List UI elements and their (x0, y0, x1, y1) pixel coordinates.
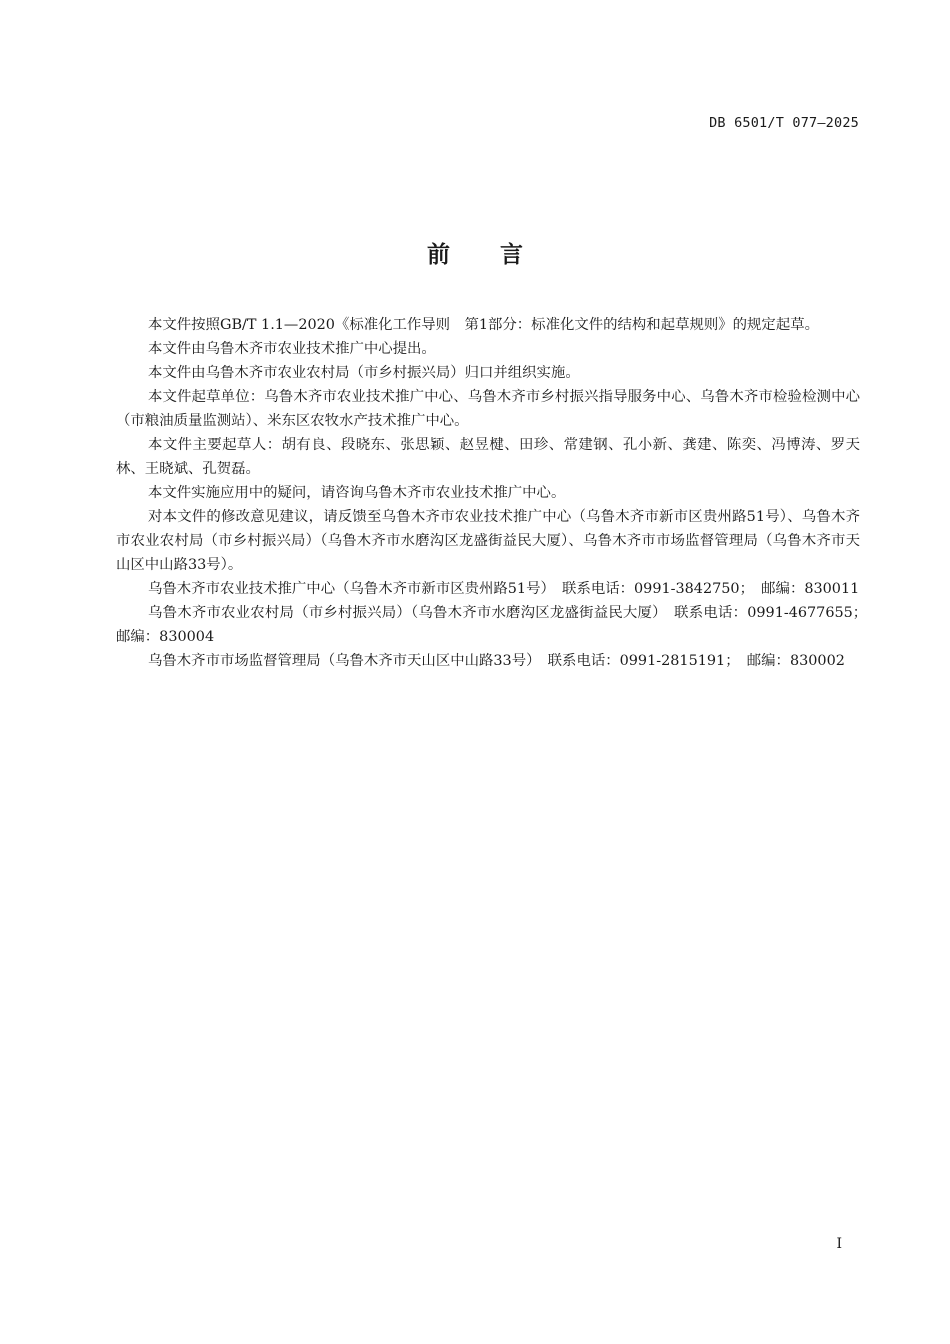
page-title: 前言 (427, 242, 573, 268)
paragraph-inquiries: 本文件实施应用中的疑问，请咨询乌鲁木齐市农业技术推广中心。 (148, 485, 566, 501)
page-number: I (836, 1236, 842, 1252)
paragraph-drafting-units: 本文件起草单位：乌鲁木齐市农业技术推广中心、乌鲁木齐市乡村振兴指导服务中心、乌鲁木齐市检验检测中心（市粮油质量监测站）、米东区农牧水产技术推广中心。 (116, 389, 860, 429)
paragraph-contact-market-supervision: 乌鲁木齐市市场监督管理局（乌鲁木齐市天山区中山路33号） 联系电话：0991-2815191； 邮编：830002 (148, 653, 845, 669)
paragraph-contact-agri-bureau: 乌鲁木齐市农业农村局（市乡村振兴局）（乌鲁木齐市水磨沟区龙盛街益民大厦） 联系电话：0991-4677655； 邮编：830004 (116, 605, 875, 645)
foreword-body (116, 313, 875, 673)
paragraph-contact-agri-tech-center: 乌鲁木齐市农业技术推广中心（乌鲁木齐市新市区贵州路51号） 联系电话：0991-3842750； 邮编：830011 (148, 581, 860, 597)
paragraph-feedback: 对本文件的修改意见建议，请反馈至乌鲁木齐市农业技术推广中心（乌鲁木齐市新市区贵州路51号）、乌鲁木齐市农业农村局（市乡村振兴局）（乌鲁木齐市水磨沟区龙盛街益民大厦）、乌鲁木齐市市场监督管理局（乌鲁木齐市天山区中山路33号）。 (116, 509, 860, 573)
document-code: DB 6501/T 077—2025 (709, 115, 859, 131)
paragraph-proposed-by: 本文件由乌鲁木齐市农业技术推广中心提出。 (148, 341, 436, 357)
paragraph-administered-by: 本文件由乌鲁木齐市农业农村局（市乡村振兴局）归口并组织实施。 (148, 365, 580, 381)
paragraph-main-drafters: 本文件主要起草人：胡有良、段晓东、张思颖、赵昱楗、田珍、常建钢、孔小新、龚建、陈奕、冯博涛、罗天林、王晓斌、孔贺磊。 (116, 437, 860, 477)
paragraph-drafting-rules: 本文件按照GB/T 1.1—2020《标准化工作导则 第1部分：标准化文件的结构和起草规则》的规定起草。 (148, 317, 819, 333)
